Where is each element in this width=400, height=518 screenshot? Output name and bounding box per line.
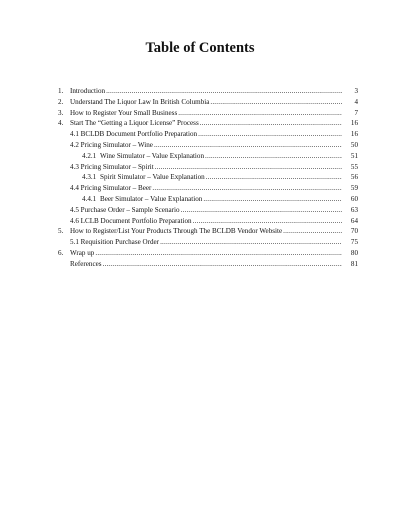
toc-dot-leader [203, 194, 342, 205]
toc-entry[interactable] [58, 86, 358, 97]
toc-entry-page: 63 [350, 205, 358, 214]
toc-list [58, 86, 358, 270]
toc-entry-title: Wrap up [70, 248, 95, 257]
toc-entry-page: 64 [350, 216, 358, 225]
toc-entry-title: References [70, 259, 102, 268]
toc-entry-page: 56 [350, 173, 358, 182]
toc-entry[interactable] [58, 108, 358, 119]
toc-entry[interactable] [58, 151, 358, 162]
toc-dot-leader [154, 140, 342, 151]
toc-entry-title: 4.6 LCLB Document Portfolio Preparation [70, 216, 192, 225]
toc-entry[interactable] [58, 248, 358, 259]
toc-entry[interactable] [58, 194, 358, 205]
toc-entry-page: 50 [350, 140, 358, 149]
toc-entry-title: 4.3 Pricing Simulator – Spirit [70, 162, 154, 171]
toc-entry-title: Spirit Simulator – Value Explanation [100, 173, 205, 182]
toc-entry-title: Wine Simulator – Value Explanation [100, 151, 204, 160]
toc-entry-number: 6. [58, 248, 64, 257]
toc-entry-page: 16 [350, 130, 358, 139]
toc-dot-leader [198, 129, 342, 140]
toc-entry[interactable] [58, 216, 358, 227]
toc-entry[interactable] [58, 172, 358, 183]
toc-entry-page: 75 [350, 238, 358, 247]
toc-entry-number: 3. [58, 108, 64, 117]
page-title: Table of Contents [145, 40, 255, 56]
toc-entry[interactable] [58, 140, 358, 151]
toc-entry-page: 4 [354, 97, 358, 106]
toc-entry-title: How to Register/List Your Products Through The BCLDB Vendor Website [70, 227, 283, 236]
toc-entry-page: 80 [350, 248, 358, 257]
toc-entry-number: 2. [58, 97, 64, 106]
toc-entry-page: 55 [350, 162, 358, 171]
toc-entry-title: Introduction [70, 87, 106, 95]
toc-entry-page: 16 [350, 119, 358, 128]
toc-dot-leader [210, 97, 342, 108]
toc-entry-title: 4.1 BCLDB Document Portfolio Preparation [70, 130, 198, 139]
toc-entry-number: 4. [58, 119, 64, 128]
toc-entry[interactable] [58, 183, 358, 194]
toc-dot-leader [160, 237, 342, 248]
toc-entry[interactable] [58, 226, 358, 237]
toc-entry-number: 4.2.1 [82, 151, 97, 160]
toc-dot-leader [205, 151, 342, 162]
toc-dot-leader [193, 216, 342, 227]
toc-dot-leader [103, 259, 342, 270]
toc-entry-title: 4.2 Pricing Simulator – Wine [70, 140, 153, 149]
toc-dot-leader [178, 108, 342, 119]
toc-entry-title: Start The “Getting a Liquor License” Process [70, 119, 199, 128]
toc-dot-leader [95, 248, 342, 259]
toc-entry-page: 7 [354, 108, 358, 117]
toc-dot-leader [283, 226, 342, 237]
toc-entry-title: How to Register Your Small Business [70, 108, 178, 117]
toc-entry-title: Beer Simulator – Value Explanation [100, 194, 203, 203]
toc-dot-leader [181, 205, 342, 216]
toc-entry-page: 70 [350, 227, 358, 236]
toc-dot-leader [206, 172, 342, 183]
toc-entry-number: 1. [58, 87, 64, 95]
toc-entry-number: 4.3.1 [82, 173, 97, 182]
toc-entry[interactable] [58, 162, 358, 173]
toc-entry[interactable] [58, 205, 358, 216]
toc-entry[interactable] [58, 129, 358, 140]
toc-dot-leader [200, 118, 342, 129]
toc-entry-page: 60 [350, 194, 358, 203]
toc-entry[interactable] [58, 259, 358, 270]
toc-dot-leader [155, 162, 342, 173]
toc-entry-page: 81 [350, 259, 358, 268]
toc-entry-number: 4.4.1 [82, 194, 97, 203]
toc-entry-page: 3 [354, 87, 358, 95]
toc-entry[interactable] [58, 118, 358, 129]
toc-dot-leader [106, 86, 342, 97]
toc-entry-page: 51 [350, 151, 358, 160]
toc-dot-leader [152, 183, 342, 194]
toc-entry[interactable] [58, 237, 358, 248]
toc-entry-title: Understand The Liquor Law In British Columbia [70, 97, 210, 106]
toc-entry[interactable] [58, 97, 358, 108]
toc-entry-page: 59 [350, 184, 358, 193]
toc-entry-title: 4.5 Purchase Order – Sample Scenario [70, 205, 180, 214]
toc-entry-number: 5. [58, 227, 64, 236]
toc-entry-title: 5.1 Requisition Purchase Order [70, 238, 160, 247]
toc-entry-title: 4.4 Pricing Simulator – Beer [70, 184, 152, 193]
